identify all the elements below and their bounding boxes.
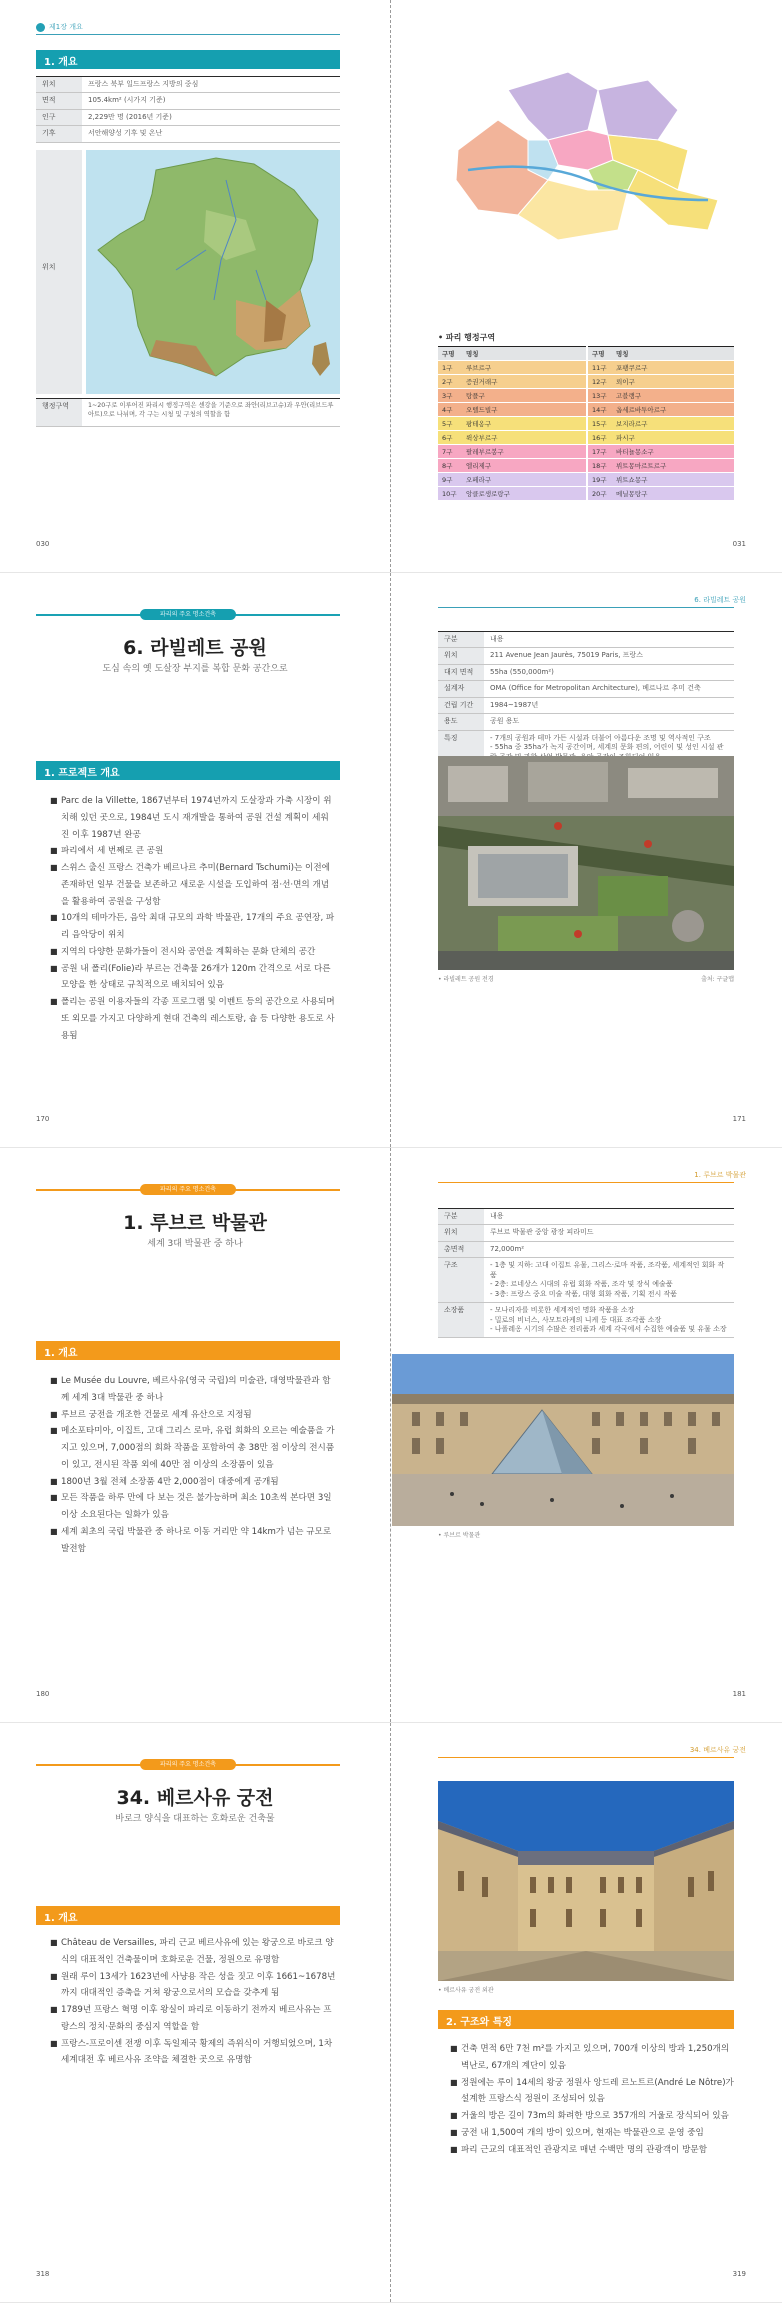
district-name: 보지라르구: [612, 417, 734, 431]
section-header: 1. 개요: [36, 1341, 340, 1360]
info-key: 구분: [438, 632, 484, 648]
district-number: 13구: [588, 389, 612, 403]
district-name: 메닐몽탕구: [612, 487, 734, 501]
la-villette-aerial-photo: [438, 756, 734, 970]
bullet-item: ■ 폴리는 공원 이용자들의 각종 프로그램 및 이벤트 등의 공간으로 사용되며 또 외모를 가지고 다양하게 현대 건축의 레스토랑, 숍 등 다양한 용도로 사용됨: [50, 994, 336, 1044]
district-number: 7구: [438, 445, 462, 459]
louvre-pyramid-photo: [392, 1354, 734, 1526]
bullet-item: ■ 원래 루이 13세가 1623년에 사냥용 작은 성을 짓고 이후 1661~1678년까지 대대적인 증축을 거쳐 왕궁으로서의 모습을 갖추게 됨: [50, 1969, 336, 2003]
info-key: 총면적: [438, 1241, 484, 1257]
page-number: 319: [732, 2270, 746, 2278]
bullet-list: [50, 793, 336, 1044]
bullet-item: ■ 지역의 다양한 문화가들이 전시와 공연을 계획하는 문화 단체의 공간: [50, 944, 336, 961]
district-row: [438, 459, 586, 473]
info-value: 내용: [484, 632, 734, 648]
info-key: 인구: [36, 109, 82, 125]
page-left: [0, 1723, 390, 2302]
louvre-photo-image: [392, 1354, 734, 1526]
district-row: [588, 361, 734, 375]
district-number: 12구: [588, 375, 612, 389]
running-head: 1. 루브르 박물관: [694, 1171, 746, 1179]
district-row: [588, 431, 734, 445]
page-number: 030: [36, 540, 50, 548]
bullet-item: ■ 모든 작품을 하루 만에 다 보는 것은 불가능하며 최소 10초씩 본다면 3일 이상 소요된다는 일화가 있음: [50, 1490, 336, 1524]
info-row: [438, 697, 734, 713]
district-row: [438, 417, 586, 431]
bullet-item: ■ 스위스 출신 프랑스 건축가 베르나르 추미(Bernard Tschumi)는 이전에 존재하던 일부 건물을 보존하고 새로운 시설을 도입하여 점·선·면의 개념을 활용하여 공원을 구성함: [50, 860, 336, 910]
bullet-item: ■ 메소포타미아, 이집트, 고대 그리스 로마, 유럽 회화의 오르는 예술품을 가지고 있으며, 7,000점의 회화 작품을 포함하여 총 38만 점 이상의 전시품이 있고, 전시된 작품 외에 40만 점 이상의 소장품이 있음: [50, 1423, 336, 1473]
page-title: 34. 베르사유 궁전: [116, 1787, 274, 1809]
district-header: [438, 347, 586, 361]
info-value: OMA (Office for Metropolitan Architecture), 베르나르 추미 건축: [484, 681, 734, 697]
page-right: [392, 573, 782, 1147]
bullet-item: ■ 10개의 테마가든, 음악 최대 규모의 과학 박물관, 17개의 주요 공연장, 파리 음악당이 위치: [50, 910, 336, 944]
info-value: 1984~1987년: [484, 697, 734, 713]
district-name: 루브르구: [462, 361, 586, 375]
bullet-item: ■ 1789년 프랑스 혁명 이후 왕실이 파리로 이동하기 전까지 베르사유는 프랑스의 정치·문화의 중심지 역할을 함: [50, 2002, 336, 2036]
info-value: - 모나리자를 비롯한 세계적인 명화 작품을 소장 - 밀로의 비너스, 사모트라케의 니케 등 대표 조각품 소장 - 나폴레옹 시기의 수많은 전리품과 세계 각국에서 수집한 예술품 및 유물 소장: [484, 1303, 734, 1338]
bullet-item: ■ 파리에서 세 번째로 큰 공원: [50, 843, 336, 860]
chapter-dot-icon: [36, 23, 45, 32]
district-row: [588, 445, 734, 459]
bullet-item: ■ 궁전 내 1,500여 개의 방이 있으며, 현재는 박물관으로 운영 중임: [450, 2125, 734, 2142]
district-name: 포팽쿠르구: [612, 361, 734, 375]
page-number: 171: [732, 1115, 746, 1123]
section-header: 1. 개요: [36, 50, 340, 69]
page-number: 181: [732, 1690, 746, 1698]
district-number: 10구: [438, 487, 462, 501]
info-table: [36, 76, 340, 143]
info-row: [438, 1258, 734, 1303]
bullet-item: ■ Château de Versailles, 파리 근교 베르사유에 있는 왕궁으로 바로크 양식의 대표적인 건축물이며 호화로운 건물, 정원으로 유명함: [50, 1935, 336, 1969]
info-key: 기후: [36, 126, 82, 142]
page-left: [0, 573, 390, 1147]
info-value: - 7개의 공원과 테마 가든 시설과 더불어 아름다운 조명 및 역사적인 구조 - 55ha 중 35ha가 녹지 공간이며, 세계의 문화 편의, 어린이 및 성인 시설 관: [484, 730, 734, 765]
district-header-cell: 구명: [588, 347, 612, 361]
info-row: [438, 1209, 734, 1225]
page-left: [0, 1148, 390, 1722]
info-row: [36, 77, 340, 93]
photo-caption: • 베르사유 궁전 외관: [438, 1987, 494, 1994]
district-number: 2구: [438, 375, 462, 389]
info-value: 서안해양성 기후 및 온난: [82, 126, 340, 142]
spread-paris-overview: [0, 0, 782, 573]
district-number: 14구: [588, 403, 612, 417]
section-header: 1. 프로젝트 개요: [36, 761, 340, 780]
district-row: [438, 389, 586, 403]
paris-arrondissement-map: [438, 50, 734, 276]
district-name: 뢰이구: [612, 375, 734, 389]
district-name: 증권거래구: [462, 375, 586, 389]
district-table-left: [438, 346, 586, 501]
district-number: 5구: [438, 417, 462, 431]
district-row: [588, 487, 734, 501]
info-key: 구조: [438, 1258, 484, 1303]
district-name: 오페라구: [462, 473, 586, 487]
page-number: 031: [732, 540, 746, 548]
district-row: [438, 445, 586, 459]
bullet-item: ■ 건축 면적 6만 7천 m²를 가지고 있으며, 700개 이상의 방과 1,250개의 벽난로, 67개의 계단이 있음: [450, 2041, 734, 2075]
info-row: [438, 1241, 734, 1257]
versailles-photo-image: [438, 1781, 734, 1981]
district-number: 3구: [438, 389, 462, 403]
info-value: 72,000m²: [484, 1241, 734, 1257]
info-row: [438, 1303, 734, 1338]
info-table: [438, 631, 734, 766]
district-table-right: [588, 346, 734, 501]
district-row: [438, 473, 586, 487]
info-value: 루브르 박물관 중앙 광장 피라미드: [484, 1225, 734, 1241]
bullet-list: [50, 1935, 336, 2069]
info-key: 위치: [438, 1225, 484, 1241]
page-subtitle: 도심 속의 옛 도살장 부지를 복합 문화 공간으로: [102, 664, 288, 674]
info-key: 소장품: [438, 1303, 484, 1338]
bullet-list: [50, 1373, 336, 1557]
district-header-cell: 명칭: [612, 347, 734, 361]
district-number: 9구: [438, 473, 462, 487]
running-head: 6. 라빌레트 공원: [694, 596, 746, 604]
district-name: 뤽상부르구: [462, 431, 586, 445]
photo-caption: • 루브르 박물관: [438, 1532, 481, 1539]
band-tag: 파리의 주요 명소건축: [140, 1184, 236, 1195]
bullet-list: [450, 2041, 734, 2158]
district-row: [588, 389, 734, 403]
district-row: [588, 417, 734, 431]
page-subtitle: 세계 3대 박물관 중 하나: [147, 1239, 243, 1249]
info-row: [36, 109, 340, 125]
district-name: 앙클로생로랑구: [462, 487, 586, 501]
info-key: 위치: [36, 77, 82, 93]
district-name: 탕플구: [462, 389, 586, 403]
bullet-item: ■ 파리 근교의 대표적인 관광지로 매년 수백만 명의 관광객이 방문함: [450, 2142, 734, 2159]
district-table-title: • 파리 행정구역: [438, 333, 496, 342]
info-value: 내용: [484, 1209, 734, 1225]
district-row: [438, 487, 586, 501]
page-right: [392, 0, 782, 572]
district-number: 16구: [588, 431, 612, 445]
info-row: [36, 126, 340, 142]
arrondissement-map-image: [438, 50, 734, 276]
district-number: 8구: [438, 459, 462, 473]
rule: [438, 1757, 734, 1758]
district-name: 뷔트쇼몽구: [612, 473, 734, 487]
admin-table: 행정구역 1~20구로 이루어진 파리시 행정구역은 센강을 기준으로 좌안(리브고슈)과 우안(리브드루아트)으로 나뉘며, 각 구는 시청 및 구청의 역할을 함: [36, 398, 340, 427]
info-key: 면적: [36, 93, 82, 109]
info-key: 건립 기간: [438, 697, 484, 713]
district-number: 6구: [438, 431, 462, 445]
info-value: 프랑스 북부 일드프랑스 지방의 중심: [82, 77, 340, 93]
info-value: 55ha (550,000m²): [484, 664, 734, 680]
district-name: 팡테옹구: [462, 417, 586, 431]
band-tag: 파리의 주요 명소건축: [140, 1759, 236, 1770]
bullet-item: ■ 1800년 3월 전체 소장품 4만 2,000점이 대중에게 공개됨: [50, 1474, 336, 1491]
photo-caption: • 라빌레트 공원 전경: [438, 976, 494, 983]
district-header: [588, 347, 734, 361]
running-head: 제1장 개요: [36, 22, 83, 32]
info-row: [438, 714, 734, 730]
info-row: [438, 681, 734, 697]
district-row: [588, 459, 734, 473]
band-tag: 파리의 주요 명소건축: [140, 609, 236, 620]
info-value: 105.4km² (시가지 기준): [82, 93, 340, 109]
page-right: [392, 1723, 782, 2302]
page-subtitle: 바로크 양식을 대표하는 호화로운 건축물: [115, 1814, 275, 1824]
info-row: [438, 632, 734, 648]
spread-la-villette: [0, 573, 782, 1148]
bullet-item: ■ 정원에는 루이 14세의 왕궁 정원사 앙드레 르노트르(André Le Nôtre)가 설계한 프랑스식 정원이 조성되어 있음: [450, 2075, 734, 2109]
district-header-cell: 명칭: [462, 347, 586, 361]
info-table: [438, 1208, 734, 1338]
district-row: [438, 361, 586, 375]
bullet-item: ■ Le Musée du Louvre, 베르사유(영국 국립)의 미술관, 대영박물관과 함께 세계 3대 박물관 중 하나: [50, 1373, 336, 1407]
district-name: 바티뇰몽소구: [612, 445, 734, 459]
france-relief-map: [86, 150, 340, 394]
info-row: [438, 648, 734, 664]
page-number: 180: [36, 1690, 50, 1698]
info-value: 211 Avenue Jean Jaurès, 75019 Paris, 프랑스: [484, 648, 734, 664]
district-number: 1구: [438, 361, 462, 375]
bullet-item: ■ 루브르 궁전을 개조한 건물로 세계 유산으로 지정됨: [50, 1407, 336, 1424]
info-row: [438, 664, 734, 680]
page-right: [392, 1148, 782, 1722]
bullet-item: ■ 프랑스-프로이센 전쟁 이후 독일제국 황제의 즉위식이 거행되었으며, 1차 세계대전 후 베르사유 조약을 체결한 곳으로 유명함: [50, 2036, 336, 2070]
info-key: 대지 면적: [438, 664, 484, 680]
page-title: 1. 루브르 박물관: [123, 1212, 267, 1234]
district-number: 19구: [588, 473, 612, 487]
district-row: [438, 431, 586, 445]
district-number: 17구: [588, 445, 612, 459]
info-row: [438, 1225, 734, 1241]
section-header: 2. 구조와 특징: [438, 2010, 734, 2029]
district-row: [438, 375, 586, 389]
district-number: 20구: [588, 487, 612, 501]
rule: [438, 607, 734, 608]
district-number: 15구: [588, 417, 612, 431]
france-map-image: [86, 150, 340, 394]
district-row: [438, 403, 586, 417]
district-name: 파시구: [612, 431, 734, 445]
bullet-item: ■ Parc de la Villette, 1867년부터 1974년까지 도살장과 가축 시장이 위치해 있던 곳으로, 1984년 도시 재개발을 통하여 공원 건설 계획이 세워진 이후 1987년 완공: [50, 793, 336, 843]
info-value: 공원 용도: [484, 714, 734, 730]
info-key: 구분: [438, 1209, 484, 1225]
district-row: [588, 403, 734, 417]
info-value: 2,229만 명 (2016년 기준): [82, 109, 340, 125]
section-header: 1. 개요: [36, 1906, 340, 1925]
versailles-courtyard-photo: [438, 1781, 734, 1981]
info-row: [36, 93, 340, 109]
info-key: 설계자: [438, 681, 484, 697]
district-row: [588, 375, 734, 389]
district-header-cell: 구명: [438, 347, 462, 361]
aerial-photo-image: [438, 756, 734, 970]
district-number: 4구: [438, 403, 462, 417]
info-key: 용도: [438, 714, 484, 730]
spread-versailles: [0, 1723, 782, 2303]
rule: [36, 34, 340, 35]
spread-louvre: [0, 1148, 782, 1723]
photo-credit: 출처: 구글맵: [701, 976, 734, 983]
page-left: [0, 0, 390, 572]
district-name: 엘리제구: [462, 459, 586, 473]
district-name: 뷔트몽마르트르구: [612, 459, 734, 473]
district-row: [588, 473, 734, 487]
page-number: 318: [36, 2270, 50, 2278]
running-head: 34. 베르사유 궁전: [689, 1746, 746, 1754]
info-key: 위치: [438, 648, 484, 664]
bullet-item: ■ 거울의 방은 길이 73m의 화려한 방으로 357개의 거울로 장식되어 있음: [450, 2108, 734, 2125]
bullet-item: ■ 공원 내 폴리(Folie)라 부르는 건축물 26개가 120m 간격으로 서로 다른 모양을 한 상태로 규칙적으로 배치되어 있음: [50, 961, 336, 995]
rule: [438, 1182, 734, 1183]
page-number: 170: [36, 1115, 50, 1123]
info-key: 특징: [438, 730, 484, 765]
district-number: 18구: [588, 459, 612, 473]
bullet-item: ■ 세계 최초의 국립 박물관 중 하나로 이동 거리만 약 14km가 넘는 규모로 발전함: [50, 1524, 336, 1558]
page-title: 6. 라빌레트 공원: [123, 637, 267, 659]
info-value: - 1층 및 지하: 고대 이집트 유물, 그리스·로마 작품, 조각품, 세계적인 회화 작품 - 2층: 르네상스 시대의 유럽 회화 작품, 조각 및 장식 예술품 - 3층: 프랑스 중요 미술 작품, 대형 회화 작품, 기획 전시 작품: [484, 1258, 734, 1303]
district-name: 오텔드빌구: [462, 403, 586, 417]
district-name: 고블랭구: [612, 389, 734, 403]
district-name: 팔레부르봉구: [462, 445, 586, 459]
district-name: 옵세르바투아르구: [612, 403, 734, 417]
map-key-cell: 위치: [36, 150, 82, 394]
district-number: 11구: [588, 361, 612, 375]
